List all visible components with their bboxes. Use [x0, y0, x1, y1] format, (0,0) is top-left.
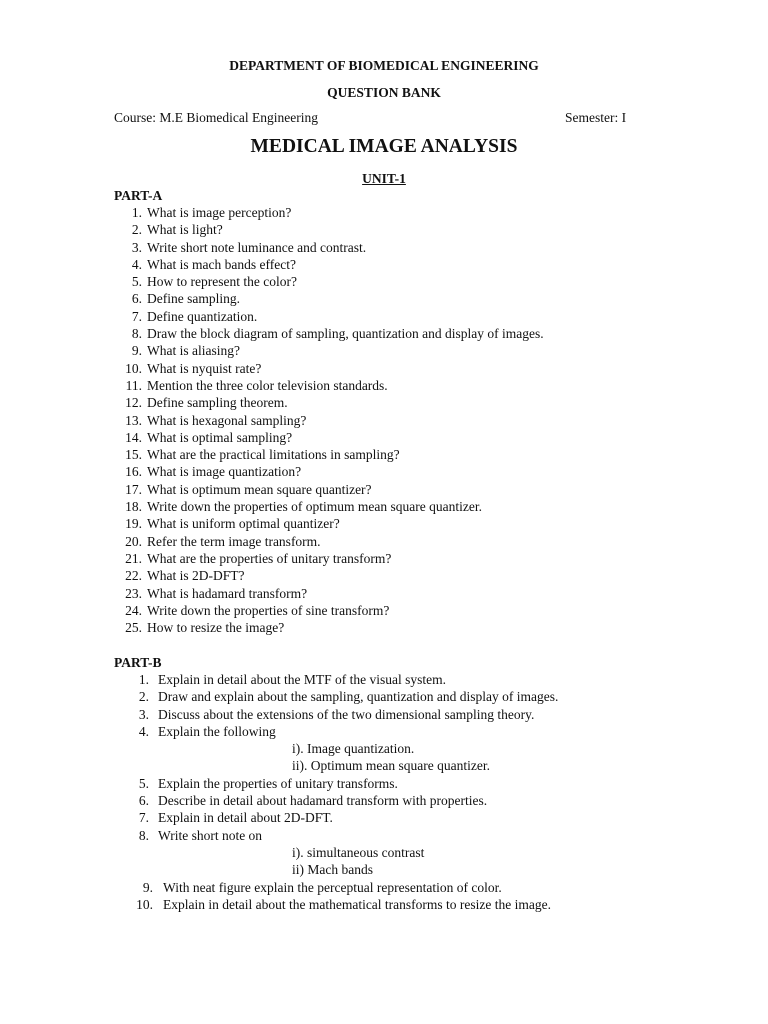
sub-question-text: i). Image quantization. — [292, 741, 415, 757]
question-text: What is aliasing? — [147, 343, 240, 359]
question-text: What are the properties of unitary transform? — [147, 550, 392, 566]
question-text: What is uniform optimal quantizer? — [147, 516, 340, 532]
question-number: 4. — [138, 723, 149, 739]
question-number: 9. — [142, 879, 153, 895]
question-number: 10. — [125, 360, 142, 376]
question-text: What is mach bands effect? — [147, 256, 296, 272]
question-number: 17. — [125, 481, 142, 497]
question-number: 5. — [131, 274, 142, 290]
question-number: 22. — [125, 568, 142, 584]
question-number: 5. — [138, 775, 149, 791]
question-text: Define quantization. — [147, 308, 258, 324]
question-number: 14. — [125, 429, 142, 445]
question-text: What is hadamard transform? — [147, 585, 308, 601]
question-number: 11. — [125, 377, 142, 393]
question-text: Explain the properties of unitary transforms. — [158, 775, 398, 791]
question-text: What is image perception? — [147, 205, 292, 220]
question-text: Write down the properties of sine transform? — [147, 602, 390, 618]
question-text: Mention the three color television standards. — [147, 377, 388, 393]
question-text: Draw and explain about the sampling, quantization and display of images. — [158, 689, 559, 705]
question-text: Explain in detail about the MTF of the visual system. — [158, 672, 446, 687]
question-text: Write short note on — [158, 827, 263, 843]
question-text: How to resize the image? — [147, 620, 285, 636]
question-text: What is 2D-DFT? — [147, 568, 245, 584]
question-number: 24. — [125, 602, 142, 618]
question-text: What is image quantization? — [147, 464, 302, 480]
question-number: 7. — [131, 308, 142, 324]
question-text: What is optimal sampling? — [147, 429, 293, 445]
question-text: Define sampling. — [147, 291, 240, 307]
question-number: 20. — [125, 533, 142, 549]
question-text: With neat figure explain the perceptual representation of color. — [163, 879, 502, 895]
sub-question-text: i). simultaneous contrast — [292, 844, 425, 860]
question-text: What is optimum mean square quantizer? — [147, 481, 372, 497]
question-text: Write down the properties of optimum mean square quantizer. — [147, 499, 482, 515]
question-number: 1. — [131, 205, 142, 220]
question-text: Explain in detail about the mathematical transforms to resize the image. — [163, 896, 551, 912]
sub-question-text: ii). Optimum mean square quantizer. — [292, 758, 490, 774]
question-text: Describe in detail about hadamard transform with properties. — [158, 793, 488, 809]
question-text: What are the practical limitations in sampling? — [147, 447, 400, 463]
part-a-heading: PART-A — [114, 188, 163, 203]
question-text: Draw the block diagram of sampling, quantization and display of images. — [147, 326, 544, 342]
question-number: 12. — [125, 395, 142, 411]
question-text: What is nyquist rate? — [147, 360, 262, 376]
question-number: 6. — [138, 793, 149, 809]
question-number: 6. — [131, 291, 142, 307]
question-text: How to represent the color? — [147, 274, 297, 290]
question-number: 2. — [138, 689, 149, 705]
question-text: Define sampling theorem. — [147, 395, 288, 411]
semester-label: Semester: I — [565, 110, 627, 125]
subject-title: MEDICAL IMAGE ANALYSIS — [250, 136, 518, 157]
question-number: 13. — [125, 412, 142, 428]
question-text: Discuss about the extensions of the two dimensional sampling theory. — [158, 706, 535, 722]
question-number: 2. — [131, 222, 142, 238]
part-b-heading: PART-B — [114, 655, 162, 670]
question-text: Write short note luminance and contrast. — [147, 239, 367, 255]
question-text: Explain the following — [158, 723, 276, 739]
question-text: Explain in detail about 2D-DFT. — [158, 810, 333, 826]
question-number: 7. — [138, 810, 149, 826]
department-heading: DEPARTMENT OF BIOMEDICAL ENGINEERING — [229, 58, 539, 73]
question-number: 18. — [125, 499, 142, 515]
question-number: 19. — [125, 516, 142, 532]
question-text: Refer the term image transform. — [147, 533, 321, 549]
doc-type-heading: QUESTION BANK — [327, 85, 441, 100]
question-number: 25. — [125, 620, 142, 636]
sub-question-text: ii) Mach bands — [292, 862, 373, 878]
question-text: What is hexagonal sampling? — [147, 412, 307, 428]
question-number: 3. — [138, 706, 149, 722]
question-number: 8. — [131, 326, 142, 342]
question-number: 4. — [131, 256, 142, 272]
question-number: 16. — [125, 464, 142, 480]
course-label: Course: M.E Biomedical Engineering — [114, 110, 318, 125]
question-number: 3. — [131, 239, 142, 255]
question-number: 8. — [138, 827, 149, 843]
question-number: 23. — [125, 585, 142, 601]
unit-heading: UNIT-1 — [362, 171, 406, 186]
question-number: 9. — [131, 343, 142, 359]
question-number: 15. — [125, 447, 142, 463]
question-number: 21. — [125, 550, 142, 566]
question-number: 10. — [136, 896, 153, 912]
question-number: 1. — [138, 672, 149, 687]
question-text: What is light? — [147, 222, 223, 238]
